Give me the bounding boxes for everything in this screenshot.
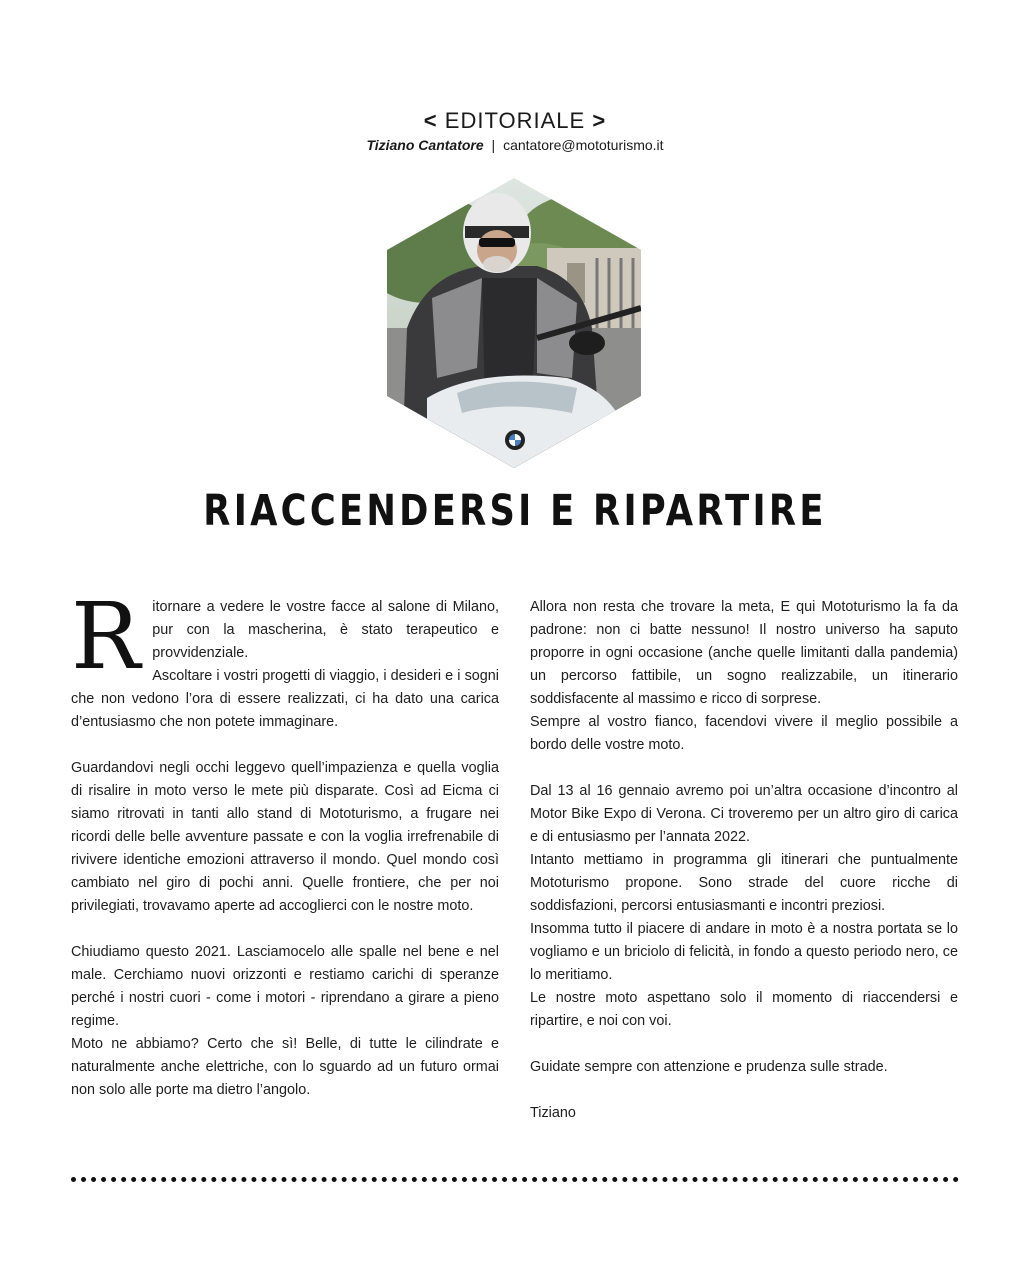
paragraph: Allora non resta che trovare la meta, E qui Mototurismo la fa da padrone: non ci batte nessuno! Il nostro universo ha saputo proporre in ogni occasione (anche quelle limitanti dalla pandemia) un percorso fattibile, un sogno realizzabile, un itinerario soddisfacente al massimo e ricco di sorprese. — [530, 599, 958, 707]
article-column-left — [71, 583, 499, 1102]
byline-separator: | — [491, 137, 496, 153]
author-photo — [387, 178, 641, 468]
paragraph: Moto ne abbiamo? Certo che sì! Belle, di tutte le cilindrate e naturalmente anche elettriche, con lo sguardo ad un futuro ormai non solo alle porte ma dietro l’angolo. — [71, 1036, 499, 1098]
paragraph-gap — [530, 1033, 958, 1056]
paragraph: Sempre al vostro fianco, facendovi vivere il meglio possibile a bordo delle vostre moto. — [530, 714, 958, 753]
article-title: RIACCENDERSI E RIPARTIRE — [203, 486, 827, 536]
section-title: EDITORIALE — [444, 108, 586, 133]
section-bracket-close: > — [592, 108, 607, 133]
paragraph-gap — [71, 734, 499, 757]
paragraph: Intanto mettiamo in programma gli itinerari che puntualmente Mototurismo propone. Sono strade del cuore ricche di soddisfazioni, percorsi entusiasmanti e incontri preziosi. — [530, 852, 958, 914]
paragraph: Guardandovi negli occhi leggevo quell’impazienza e quella voglia di risalire in moto verso le mete più disparate. Così ad Eicma ci siamo ritrovati in tanti allo stand di Mototurismo, a frugare nei ricordi delle belle avventure passate e con la voglia irrefrenabile di rivivere identiche emozioni attraverso il mondo. Quel mondo così cambiato nel giro di pochi anni. Quelle frontiere, che per noi privilegiati, trovavamo aperte ad accoglierci con le nostre moto. — [71, 760, 499, 914]
paragraph: Ascoltare i vostri progetti di viaggio, i desideri e i sogni che non vedono l’ora di essere realizzati, ci ha dato una carica d’entusiasmo che non potete immaginare. — [71, 668, 499, 730]
section-bracket-open: < — [423, 108, 438, 133]
paragraph: Chiudiamo questo 2021. Lasciamocelo alle spalle nel bene e nel male. Cerchiamo nuovi orizzonti e restiamo carichi di speranze perché i nostri cuori - come i motori - riprendano a girare a pieno regime. — [71, 944, 499, 1029]
article-column-right — [530, 596, 958, 1125]
paragraph: Le nostre moto aspettano solo il momento di riaccendersi e ripartire, e noi con voi. — [530, 990, 958, 1029]
paragraph: Guidate sempre con attenzione e prudenza sulle strade. — [530, 1059, 888, 1075]
paragraph-gap — [530, 757, 958, 780]
paragraph: Insomma tutto il piacere di andare in moto è a nostra portata se lo vogliamo e un briciolo di felicità, in fondo a questo periodo nero, ce lo meritiamo. — [530, 921, 958, 983]
paragraph-gap — [71, 918, 499, 941]
signature: Tiziano — [530, 1105, 576, 1121]
paragraph: Dal 13 al 16 gennaio avremo poi un’altra occasione d’incontro al Motor Bike Expo di Verona. Ci troveremo per un altro giro di carica e di entusiasmo per l’annata 2022. — [530, 783, 958, 845]
dropcap: R — [71, 583, 141, 690]
author-name: Tiziano Cantatore — [366, 137, 484, 153]
paragraph: itornare a vedere le vostre facce al salone di Milano, pur con la mascherina, è stato terapeutico e provvidenziale. — [152, 599, 499, 661]
author-email[interactable]: cantatore@mototurismo.it — [503, 137, 664, 153]
section-label — [0, 108, 1030, 134]
dotted-divider — [71, 1177, 959, 1182]
byline — [0, 137, 1030, 153]
paragraph-gap — [530, 1079, 958, 1102]
